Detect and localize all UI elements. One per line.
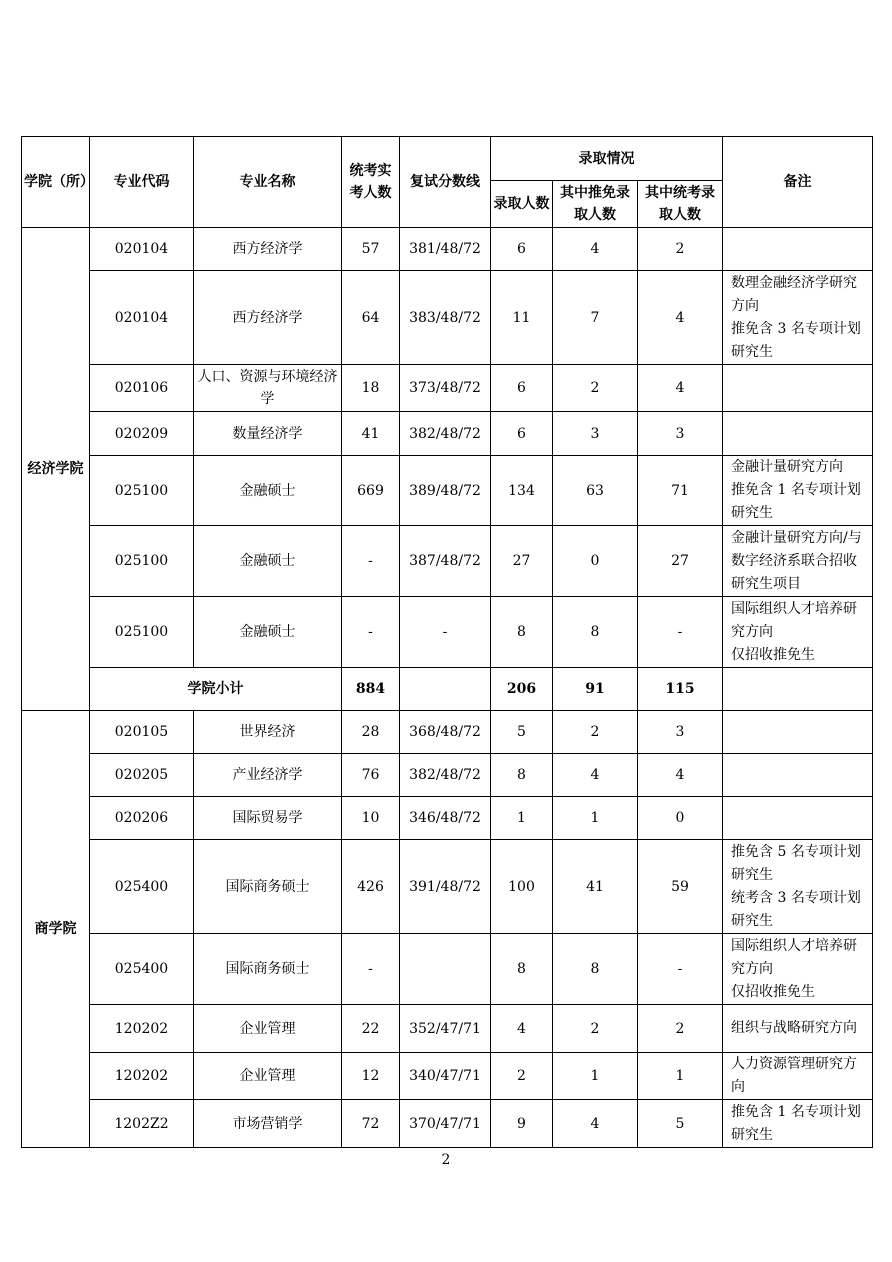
cell-score-line: 382/48/72 <box>400 412 491 456</box>
cell-exam-count: 12 <box>342 1053 400 1100</box>
cell-code: 020209 <box>90 412 194 456</box>
cell-code: 020106 <box>90 365 194 412</box>
cell-code: 020104 <box>90 228 194 271</box>
cell-exam-count: - <box>342 526 400 597</box>
cell-note: 推免含 1 名专项计划研究生 <box>723 1100 873 1148</box>
table-row <box>22 456 873 526</box>
cell-major-name: 数量经济学 <box>194 412 342 456</box>
cell-score-line: 368/48/72 <box>400 711 491 754</box>
cell-exam-count: 10 <box>342 797 400 840</box>
cell-code: 025100 <box>90 456 194 526</box>
cell-major-name: 国际贸易学 <box>194 797 342 840</box>
cell-recommended: 0 <box>553 526 638 597</box>
cell-score-line: 373/48/72 <box>400 365 491 412</box>
cell-score-line: 382/48/72 <box>400 754 491 797</box>
subtotal-score-line <box>400 668 491 711</box>
cell-admitted: 6 <box>491 228 553 271</box>
subtotal-row <box>22 668 873 711</box>
cell-note: 数理金融经济学研究方向 推免含 3 名专项计划研究生 <box>723 271 873 365</box>
cell-recommended: 8 <box>553 597 638 668</box>
cell-admitted: 2 <box>491 1053 553 1100</box>
cell-code: 020205 <box>90 754 194 797</box>
cell-major-name: 人口、资源与环境经济学 <box>194 365 342 412</box>
cell-major-name: 企业管理 <box>194 1053 342 1100</box>
college-name: 商学院 <box>22 711 90 1148</box>
cell-exam-admitted: 5 <box>638 1100 723 1148</box>
cell-code: 020105 <box>90 711 194 754</box>
subtotal-admitted: 206 <box>491 668 553 711</box>
cell-code: 020104 <box>90 271 194 365</box>
cell-score-line <box>400 934 491 1005</box>
cell-score-line: 391/48/72 <box>400 840 491 934</box>
cell-admitted: 4 <box>491 1005 553 1053</box>
cell-recommended: 41 <box>553 840 638 934</box>
table-row <box>22 526 873 597</box>
cell-major-name: 国际商务硕士 <box>194 934 342 1005</box>
page-number: 2 <box>441 1152 451 1168</box>
cell-recommended: 63 <box>553 456 638 526</box>
cell-note: 组织与战略研究方向 <box>723 1005 873 1053</box>
cell-recommended: 2 <box>553 711 638 754</box>
table-row <box>22 934 873 1005</box>
cell-admitted: 8 <box>491 934 553 1005</box>
table-row <box>22 1053 873 1100</box>
header-note: 备注 <box>723 137 873 228</box>
cell-admitted: 8 <box>491 597 553 668</box>
cell-exam-count: 28 <box>342 711 400 754</box>
cell-admitted: 8 <box>491 754 553 797</box>
cell-exam-count: 426 <box>342 840 400 934</box>
cell-exam-admitted: 59 <box>638 840 723 934</box>
table-row <box>22 365 873 412</box>
cell-code: 1202Z2 <box>90 1100 194 1148</box>
cell-exam-count: 669 <box>342 456 400 526</box>
cell-recommended: 3 <box>553 412 638 456</box>
table-row <box>22 228 873 271</box>
cell-score-line: 387/48/72 <box>400 526 491 597</box>
cell-recommended: 1 <box>553 797 638 840</box>
cell-code: 025100 <box>90 597 194 668</box>
cell-exam-count: 41 <box>342 412 400 456</box>
header-admitted: 录取人数 <box>491 181 553 228</box>
cell-note: 人力资源管理研究方向 <box>723 1053 873 1100</box>
table-row <box>22 412 873 456</box>
cell-admitted: 6 <box>491 365 553 412</box>
cell-major-name: 金融硕士 <box>194 597 342 668</box>
cell-score-line: 370/47/71 <box>400 1100 491 1148</box>
table-row <box>22 1100 873 1148</box>
table-row <box>22 271 873 365</box>
cell-note <box>723 754 873 797</box>
cell-exam-count: 57 <box>342 228 400 271</box>
cell-exam-admitted: 3 <box>638 711 723 754</box>
subtotal-label: 学院小计 <box>90 668 342 711</box>
cell-note: 金融计量研究方向/与数字经济系联合招收研究生项目 <box>723 526 873 597</box>
cell-score-line: - <box>400 597 491 668</box>
cell-exam-admitted: 4 <box>638 271 723 365</box>
cell-note: 国际组织人才培养研究方向 仅招收推免生 <box>723 934 873 1005</box>
table-row <box>22 754 873 797</box>
subtotal-note <box>723 668 873 711</box>
cell-recommended: 8 <box>553 934 638 1005</box>
cell-major-name: 金融硕士 <box>194 526 342 597</box>
cell-exam-count: 72 <box>342 1100 400 1148</box>
header-admission: 录取情况 <box>491 137 723 181</box>
cell-exam-admitted: - <box>638 934 723 1005</box>
cell-score-line: 352/47/71 <box>400 1005 491 1053</box>
cell-major-name: 产业经济学 <box>194 754 342 797</box>
cell-exam-count: 76 <box>342 754 400 797</box>
cell-admitted: 134 <box>491 456 553 526</box>
cell-code: 020206 <box>90 797 194 840</box>
header-name: 专业名称 <box>194 137 342 228</box>
header-exam-admitted: 其中统考录取人数 <box>638 181 723 228</box>
cell-note <box>723 711 873 754</box>
cell-exam-count: - <box>342 597 400 668</box>
cell-exam-admitted: 27 <box>638 526 723 597</box>
cell-admitted: 27 <box>491 526 553 597</box>
cell-exam-admitted: 4 <box>638 365 723 412</box>
cell-exam-count: 64 <box>342 271 400 365</box>
cell-note <box>723 797 873 840</box>
header-exam-count: 统考实考人数 <box>342 137 400 228</box>
cell-recommended: 1 <box>553 1053 638 1100</box>
cell-admitted: 1 <box>491 797 553 840</box>
cell-note <box>723 365 873 412</box>
subtotal-recommended: 91 <box>553 668 638 711</box>
cell-recommended: 2 <box>553 1005 638 1053</box>
cell-code: 120202 <box>90 1005 194 1053</box>
cell-major-name: 市场营销学 <box>194 1100 342 1148</box>
subtotal-exam-admitted: 115 <box>638 668 723 711</box>
cell-exam-admitted: 1 <box>638 1053 723 1100</box>
cell-code: 025400 <box>90 840 194 934</box>
cell-exam-admitted: 3 <box>638 412 723 456</box>
cell-exam-admitted: - <box>638 597 723 668</box>
cell-admitted: 9 <box>491 1100 553 1148</box>
cell-score-line: 346/48/72 <box>400 797 491 840</box>
cell-code: 025400 <box>90 934 194 1005</box>
cell-exam-count: - <box>342 934 400 1005</box>
cell-note <box>723 412 873 456</box>
cell-code: 025100 <box>90 526 194 597</box>
cell-score-line: 389/48/72 <box>400 456 491 526</box>
cell-recommended: 4 <box>553 228 638 271</box>
table-row <box>22 797 873 840</box>
cell-note <box>723 228 873 271</box>
cell-major-name: 企业管理 <box>194 1005 342 1053</box>
table-row <box>22 840 873 934</box>
cell-exam-admitted: 2 <box>638 228 723 271</box>
header-score-line: 复试分数线 <box>400 137 491 228</box>
table-row <box>22 1005 873 1053</box>
cell-exam-admitted: 2 <box>638 1005 723 1053</box>
cell-note: 推免含 5 名专项计划研究生 统考含 3 名专项计划研究生 <box>723 840 873 934</box>
subtotal-exam-count: 884 <box>342 668 400 711</box>
cell-major-name: 西方经济学 <box>194 228 342 271</box>
table-body <box>22 228 873 1148</box>
cell-major-name: 国际商务硕士 <box>194 840 342 934</box>
cell-note: 金融计量研究方向 推免含 1 名专项计划研究生 <box>723 456 873 526</box>
header-college: 学院（所） <box>22 137 90 228</box>
cell-exam-count: 18 <box>342 365 400 412</box>
cell-score-line: 340/47/71 <box>400 1053 491 1100</box>
admission-table <box>21 136 873 1148</box>
cell-exam-admitted: 0 <box>638 797 723 840</box>
cell-admitted: 11 <box>491 271 553 365</box>
college-name: 经济学院 <box>22 228 90 711</box>
cell-note: 国际组织人才培养研究方向 仅招收推免生 <box>723 597 873 668</box>
cell-exam-admitted: 71 <box>638 456 723 526</box>
header-code: 专业代码 <box>90 137 194 228</box>
cell-major-name: 世界经济 <box>194 711 342 754</box>
cell-score-line: 381/48/72 <box>400 228 491 271</box>
cell-exam-count: 22 <box>342 1005 400 1053</box>
cell-major-name: 西方经济学 <box>194 271 342 365</box>
cell-exam-admitted: 4 <box>638 754 723 797</box>
table-row <box>22 597 873 668</box>
table-header <box>22 137 873 228</box>
cell-code: 120202 <box>90 1053 194 1100</box>
cell-admitted: 6 <box>491 412 553 456</box>
cell-recommended: 4 <box>553 754 638 797</box>
cell-score-line: 383/48/72 <box>400 271 491 365</box>
table-row <box>22 711 873 754</box>
cell-recommended: 4 <box>553 1100 638 1148</box>
cell-admitted: 5 <box>491 711 553 754</box>
cell-recommended: 7 <box>553 271 638 365</box>
cell-recommended: 2 <box>553 365 638 412</box>
cell-major-name: 金融硕士 <box>194 456 342 526</box>
cell-admitted: 100 <box>491 840 553 934</box>
header-recommended: 其中推免录取人数 <box>553 181 638 228</box>
